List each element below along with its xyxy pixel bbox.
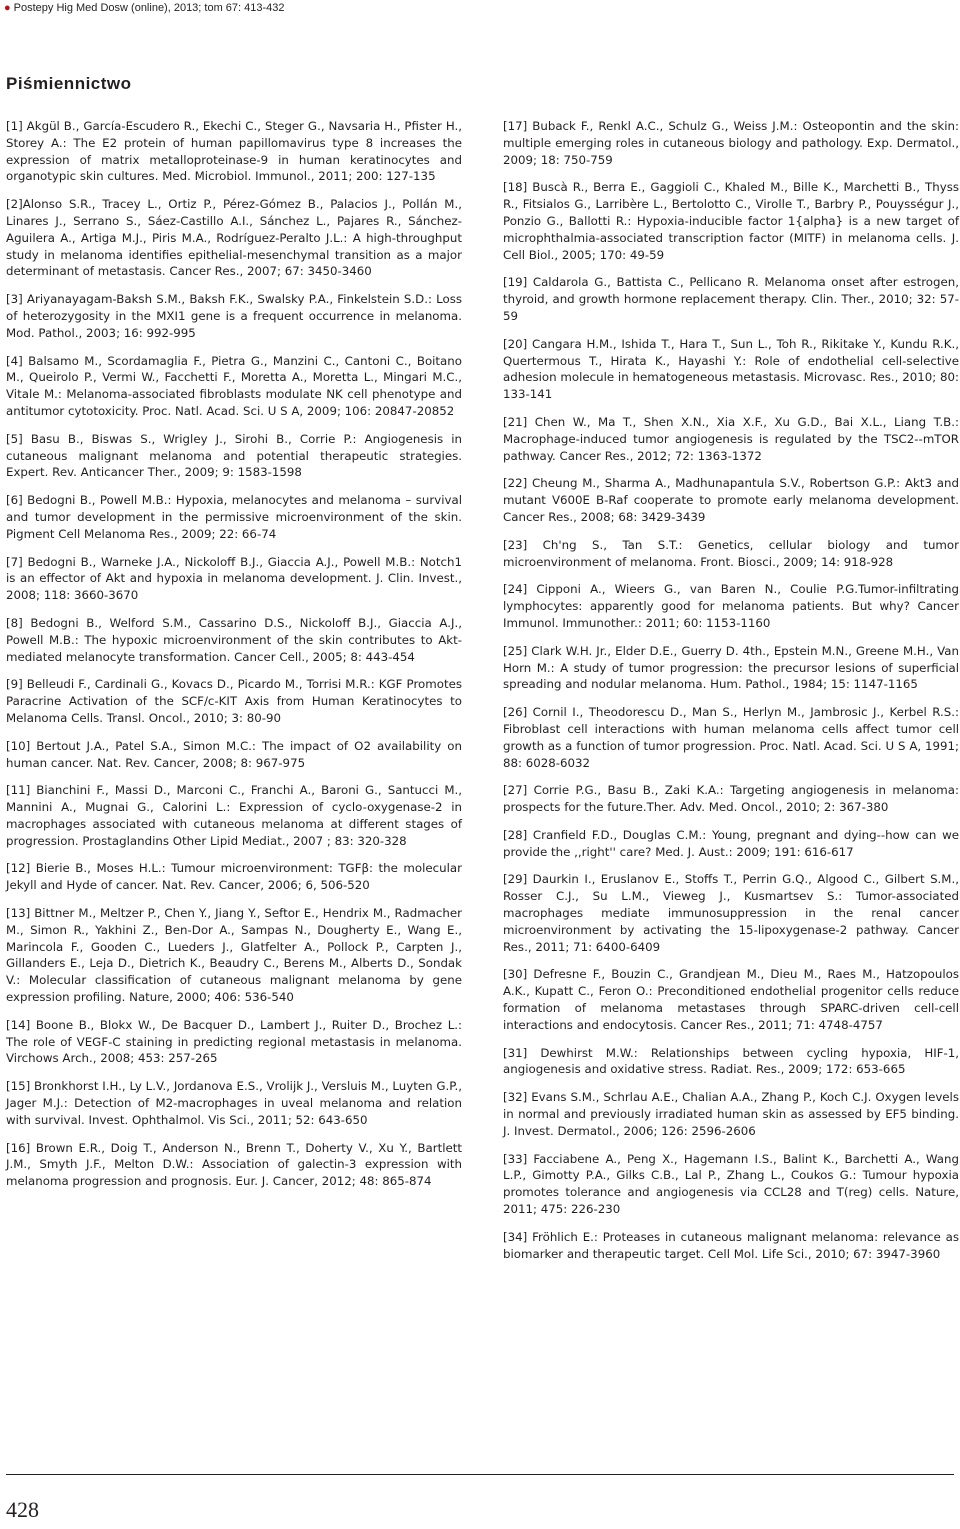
section-title: Piśmiennictwo bbox=[6, 74, 132, 93]
reference-item: [33] Facciabene A., Peng X., Hagemann I.S., Balint K., Barchetti A., Wang L.P., Gimotty P.A., Gilks C.B., Lal P., Zhang L., Coukos G.: Tumour hypoxia promotes tolerance and angiogenesis via CCL28 and T(reg) cells. Nature, 2011; 475: 226-230 bbox=[503, 1151, 959, 1217]
reference-item: [31] Dewhirst M.W.: Relationships between cycling hypoxia, HIF-1, angiogenesis and oxidative stress. Radiat. Res., 2009; 172: 653-665 bbox=[503, 1045, 959, 1077]
reference-item: [25] Clark W.H. Jr., Elder D.E., Guerry D. 4th., Epstein M.N., Greene M.H., Van Horn M.: A study of tumor progression: the precursor lesions of superficial spreading and nodular melanoma. Hum. Pathol., 1984; 15: 1147-1165 bbox=[503, 643, 959, 692]
reference-item: [11] Bianchini F., Massi D., Marconi C., Franchi A., Baroni G., Santucci M., Mannini A., Mugnai G., Calorini L.: Expression of cyclo-oxygenase-2 in macrophages associated with cutaneous melanoma at different stages of progression. Prostaglandins Other Lipid Mediat., 2007 ; 83: 320-328 bbox=[6, 783, 462, 848]
bullet-icon: ● bbox=[4, 2, 11, 14]
reference-item: [6] Bedogni B., Powell M.B.: Hypoxia, melanocytes and melanoma – survival and tumor development in the permissive microenvironment of the skin. Pigment Cell Melanoma Res., 2009; 22: 66-74 bbox=[6, 493, 462, 541]
reference-item: [20] Cangara H.M., Ishida T., Hara T., Sun L., Toh R., Rikitake Y., Kundu R.K., Quertermous T., Hirata K., Hayashi Y.: Role of endothelial cell-selective adhesion molecule in hematogeneous metastasis. Microvasc. Res., 2010; 80: 133-141 bbox=[503, 336, 959, 402]
reference-item: [19] Caldarola G., Battista C., Pellicano R. Melanoma onset after estrogen, thyroid, and growth hormone replacement therapy. Clin. Ther., 2010; 32: 57-59 bbox=[503, 275, 959, 323]
references-column-left bbox=[6, 118, 462, 1201]
reference-item: [29] Daurkin I., Eruslanov E., Stoffs T., Perrin G.Q., Algood C., Gilbert S.M., Rosser C.J., Su L.M., Vieweg J., Kusmartsev S.: Tumor-associated macrophages mediate immunosuppression in the renal cancer microenvironment by activating the 15-lipoxygenase-2 pathway. Cancer Res., 2011; 71: 6400-6409 bbox=[503, 872, 959, 954]
page-number: 428 bbox=[6, 1497, 39, 1522]
reference-item: [18] Buscà R., Berra E., Gaggioli C., Khaled M., Bille K., Marchetti B., Thyss R., Fitsialos G., Larribère L., Bertolotto C., Virolle T., Barbry P., Pouysségur J., Ponzio G., Ballotti R.: Hypoxia-inducible factor 1{alpha} is a new target of microphthalmia-associated transcription factor (MITF) in melanoma cells. J. Cell Biol., 2005; 170: 49-59 bbox=[503, 180, 959, 262]
reference-item: [3] Ariyanayagam-Baksh S.M., Baksh F.K., Swalsky P.A., Finkelstein S.D.: Loss of heterozygosity in the MXI1 gene is a frequent occurrence in melanoma. Mod. Pathol., 2003; 16: 992-995 bbox=[6, 292, 462, 340]
reference-item: [2]Alonso S.R., Tracey L., Ortiz P., Pérez-Gómez B., Palacios J., Pollán M., Linares J., Serrano S., Sáez-Castillo A.I., Sánchez L., Pajares R., Sánchez-Aguilera A., Artiga M.J., Piris M.A., Rodríguez-Peralto J.L.: A high-throughput study in melanoma identifies epithelial-mesenchymal transition as a major determinant of metastasis. Cancer Res., 2007; 67: 3450-3460 bbox=[6, 197, 462, 279]
reference-item: [14] Boone B., Blokx W., De Bacquer D., Lambert J., Ruiter D., Brochez L.: The role of VEGF-C staining in predicting regional metastasis in melanoma. Virchows Arch., 2008; 453: 257-265 bbox=[6, 1017, 462, 1066]
reference-item: [7] Bedogni B., Warneke J.A., Nickoloff B.J., Giaccia A.J., Powell M.B.: Notch1 is an effector of Akt and hypoxia in melanoma development. J. Clin. Invest., 2008; 118: 3660-3670 bbox=[6, 554, 462, 603]
reference-item: [15] Bronkhorst I.H., Ly L.V., Jordanova E.S., Vrolijk J., Versluis M., Luyten G.P., Jager M.J.: Detection of M2-macrophages in uveal melanoma and relation with survival. Invest. Ophthalmol. Vis Sci., 2011; 52: 643-650 bbox=[6, 1079, 462, 1127]
reference-item: [23] Ch'ng S., Tan S.T.: Genetics, cellular biology and tumor microenvironment of melanoma. Front. Biosci., 2009; 14: 918-928 bbox=[503, 537, 959, 569]
reference-item: [28] Cranfield F.D., Douglas C.M.: Young, pregnant and dying--how can we provide the ,,right'' care? Med. J. Aust.: 2009; 191: 616-617 bbox=[503, 827, 959, 859]
reference-item: [1] Akgül B., García-Escudero R., Ekechi C., Steger G., Navsaria H., Pfister H., Storey A.: The E2 protein of human papillomavirus type 8 increases the expression of matrix metalloproteinase-9 in human keratinocytes and organotypic skin cultures. Med. Microbiol. Immunol., 2011; 200: 127-135 bbox=[6, 119, 462, 184]
reference-item: [13] Bittner M., Meltzer P., Chen Y., Jiang Y., Seftor E., Hendrix M., Radmacher M., Simon R., Yakhini Z., Ben-Dor A., Sampas N., Dougherty E., Wang E., Marincola F., Gooden C., Lueders J., Glatfelter A., Pollock P., Carpten J., Gillanders E., Leja D., Dietrich K., Beaudry C., Berens M., Alberts D., Sondak V.: Molecular classification of cutaneous malignant melanoma by gene expression profiling. Nature, 2000; 406: 536-540 bbox=[6, 906, 462, 1005]
reference-item: [17] Buback F., Renkl A.C., Schulz G., Weiss J.M.: Osteopontin and the skin: multiple emerging roles in cutaneous biology and pathology. Exp. Dermatol., 2009; 18: 750-759 bbox=[503, 119, 959, 167]
reference-item: [4] Balsamo M., Scordamaglia F., Pietra G., Manzini C., Cantoni C., Boitano M., Queirolo P., Vermi W., Facchetti F., Moretta A., Moretta L., Mingari M.C., Vitale M.: Melanoma-associated fibroblasts modulate NK cell phenotype and antitumor cytotoxicity. Proc. Natl. Acad. Sci. U S A, 2009; 106: 20847-20852 bbox=[6, 353, 462, 418]
reference-item: [27] Corrie P.G., Basu B., Zaki K.A.: Targeting angiogenesis in melanoma: prospects for the future.Ther. Adv. Med. Oncol., 2010; 2: 367-380 bbox=[503, 783, 959, 815]
footer-rule bbox=[6, 1474, 954, 1475]
reference-item: [22] Cheung M., Sharma A., Madhunapantula S.V., Robertson G.P.: Akt3 and mutant V600E B-Raf cooperate to promote early melanoma development. Cancer Res., 2008; 68: 3429-3439 bbox=[503, 476, 959, 524]
reference-item: [16] Brown E.R., Doig T., Anderson N., Brenn T., Doherty V., Xu Y., Bartlett J.M., Smyth J.F., Melton D.W.: Association of galectin-3 expression with melanoma progression and prognosis. Eur. J. Cancer, 2012; 48: 865-874 bbox=[6, 1140, 462, 1189]
running-head bbox=[4, 0, 285, 16]
reference-item: [10] Bertout J.A., Patel S.A., Simon M.C.: The impact of O2 availability on human cancer. Nat. Rev. Cancer, 2008; 8: 967-975 bbox=[6, 738, 462, 770]
reference-item: [34] Fröhlich E.: Proteases in cutaneous malignant melanoma: relevance as biomarker and therapeutic target. Cell Mol. Life Sci., 2010; 67: 3947-3960 bbox=[503, 1229, 959, 1261]
running-head-text: Postepy Hig Med Dosw (online), 2013; tom 67: 413-432 bbox=[13, 2, 285, 14]
references-column-right bbox=[503, 118, 959, 1273]
reference-item: [8] Bedogni B., Welford S.M., Cassarino D.S., Nickoloff B.J., Giaccia A.J., Powell M.B.: The hypoxic microenvironment of the skin contributes to Akt-mediated melanocyte transformation. Cancer Cell., 2005; 8: 443-454 bbox=[6, 615, 462, 664]
reference-item: [24] Cipponi A., Wieers G., van Baren N., Coulie P.G.Tumor-infiltrating lymphocytes: apparently good for melanoma patients. But why? Cancer Immunol. Immunother.: 2011; 60: 1153-1160 bbox=[503, 582, 959, 630]
reference-item: [12] Bierie B., Moses H.L.: Tumour microenvironment: TGFβ: the molecular Jekyll and Hyde of cancer. Nat. Rev. Cancer, 2006; 6, 506-520 bbox=[6, 861, 462, 893]
reference-item: [9] Belleudi F., Cardinali G., Kovacs D., Picardo M., Torrisi M.R.: KGF Promotes Paracrine Activation of the SCF/c-KIT Axis from Human Keratinocytes to Melanoma Cells. Transl. Oncol., 2010; 3: 80-90 bbox=[6, 677, 462, 725]
reference-item: [32] Evans S.M., Schrlau A.E., Chalian A.A., Zhang P., Koch C.J. Oxygen levels in normal and previously irradiated human skin as assessed by EF5 binding. J. Invest. Dermatol., 2006; 126: 2596-2606 bbox=[503, 1090, 959, 1138]
reference-item: [21] Chen W., Ma T., Shen X.N., Xia X.F., Xu G.D., Bai X.L., Liang T.B.: Macrophage-induced tumor angiogenesis is regulated by the TSC2--mTOR pathway. Cancer Res., 2012; 72: 1363-1372 bbox=[503, 414, 959, 463]
reference-item: [30] Defresne F., Bouzin C., Grandjean M., Dieu M., Raes M., Hatzopoulos A.K., Kupatt C., Feron O.: Preconditioned endothelial progenitor cells reduce formation of melanoma metastases through SPARC-driven cell-cell interactions and endocytosis. Cancer Res., 2011; 71: 4748-4757 bbox=[503, 967, 959, 1032]
reference-item: [5] Basu B., Biswas S., Wrigley J., Sirohi B., Corrie P.: Angiogenesis in cutaneous malignant melanoma and potential therapeutic strategies. Expert. Rev. Anticancer Ther., 2009; 9: 1583-1598 bbox=[6, 431, 462, 480]
reference-item: [26] Cornil I., Theodorescu D., Man S., Herlyn M., Jambrosic J., Kerbel R.S.: Fibroblast cell interactions with human melanoma cells affect tumor cell growth as a function of tumor progression. Proc. Natl. Acad. Sci. U S A, 1991; 88: 6028-6032 bbox=[503, 705, 959, 770]
